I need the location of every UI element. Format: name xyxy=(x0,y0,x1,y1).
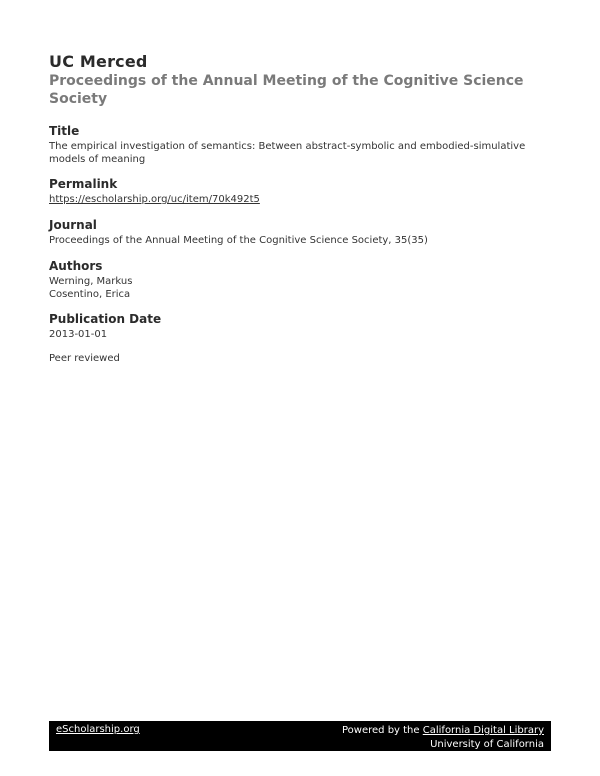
escholarship-link[interactable]: eScholarship.org xyxy=(56,724,140,735)
campus-name: UC Merced xyxy=(49,52,148,71)
author-name: Cosentino, Erica xyxy=(49,289,131,300)
title-section xyxy=(49,124,549,166)
permalink-section xyxy=(49,177,549,206)
title-label: Title xyxy=(49,124,80,138)
footer-credits xyxy=(342,724,544,752)
permalink-label: Permalink xyxy=(49,177,118,191)
powered-by-text: Powered by the xyxy=(342,725,420,736)
paper-title: The empirical investigation of semantics: Between abstract-symbolic and embodied-simulative models of meaning xyxy=(49,141,526,165)
publication-date-value: 2013-01-01 xyxy=(49,329,108,340)
publication-date-section xyxy=(49,312,549,341)
author-name: Werning, Markus xyxy=(49,276,133,287)
permalink-link[interactable]: https://escholarship.org/uc/item/70k492t5 xyxy=(49,194,260,205)
publication-date-label: Publication Date xyxy=(49,312,162,326)
journal-section xyxy=(49,218,549,247)
footer-bar xyxy=(49,721,551,751)
journal-value: Proceedings of the Annual Meeting of the Cognitive Science Society, 35(35) xyxy=(49,235,428,246)
cdl-link[interactable]: California Digital Library xyxy=(422,725,544,736)
series-title: Proceedings of the Annual Meeting of the Cognitive Science Society xyxy=(49,73,524,107)
peer-review-status: Peer reviewed xyxy=(49,353,120,364)
journal-label: Journal xyxy=(49,218,97,232)
authors-section xyxy=(49,259,549,301)
authors-label: Authors xyxy=(49,259,103,273)
university-name: University of California xyxy=(430,739,544,750)
